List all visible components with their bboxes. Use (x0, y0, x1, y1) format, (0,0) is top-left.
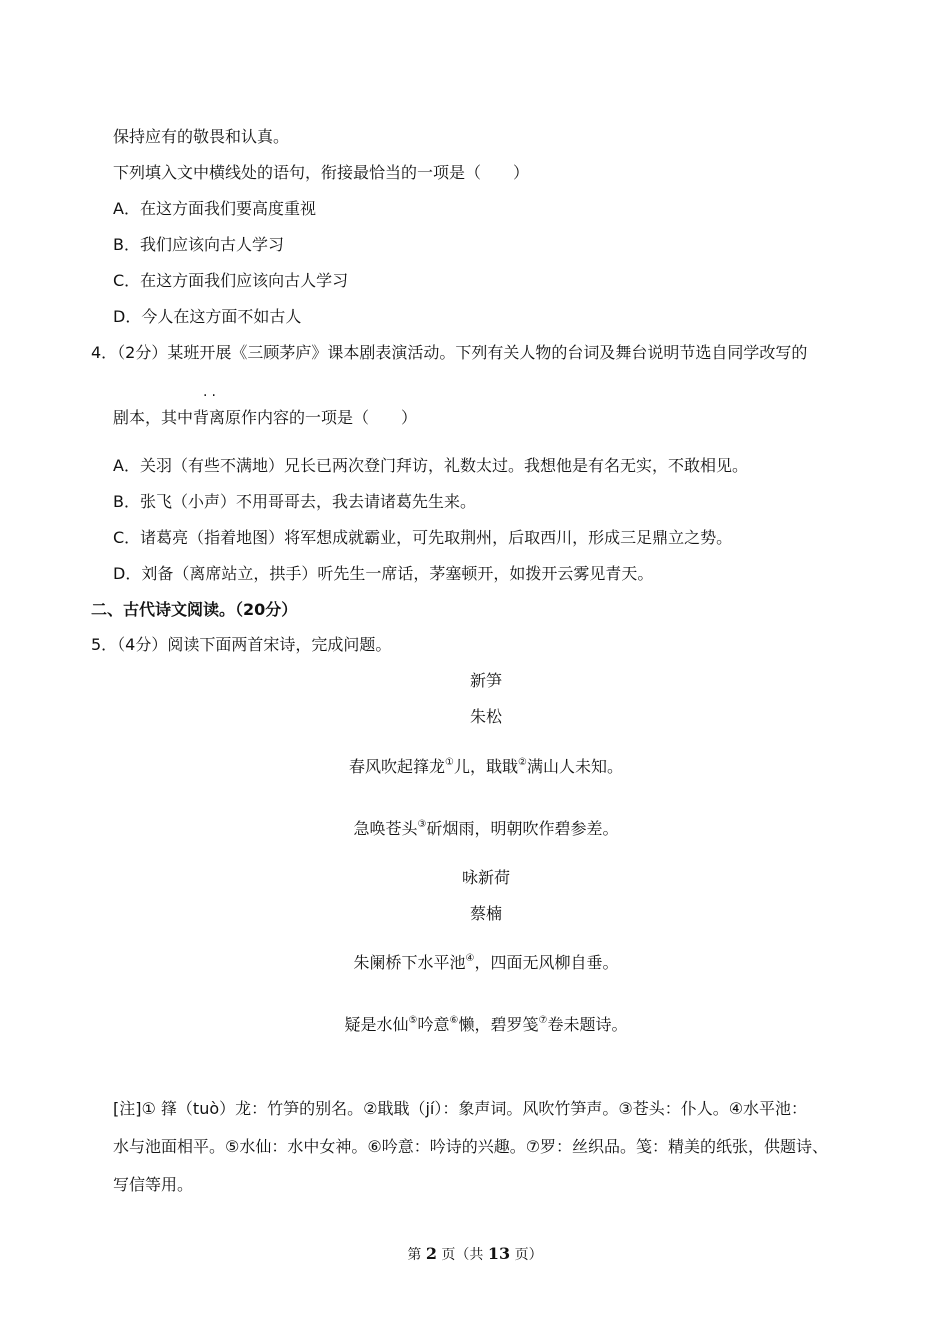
section-heading: 二、古代诗文阅读。（20分） (91, 600, 298, 619)
note-line: 水与池面相平。⑤水仙：水中女神。⑥吟意：吟诗的兴趣。⑦罗：丝织品。笺：精美的纸张，供题诗、 (113, 1137, 829, 1156)
question-5-intro: 5．（4分）阅读下面两首宋诗，完成问题。 (91, 635, 392, 654)
emphasis-dots: ·· (203, 388, 220, 404)
option-d: D．今人在这方面不如古人 (113, 307, 302, 326)
question-4-stem: 4．（2分）某班开展《三顾茅庐》课本剧表演活动。下列有关人物的台词及舞台说明节选自同学改写的 (91, 343, 808, 362)
question-4-prompt: 剧本，其中背离原作内容的一项是（ ） (113, 408, 418, 427)
poem-author: 朱松 (469, 707, 502, 726)
option-a: A．在这方面我们要高度重视 (113, 199, 316, 218)
option-c: C．在这方面我们应该向古人学习 (113, 271, 349, 290)
poem-line: 疑是水仙⑤吟意⑥懒，碧罗笺⑦卷未题诗。 (344, 1015, 628, 1034)
page-number: 2 (425, 1244, 437, 1263)
note-line: [注]① 箨（tuò）龙：竹笋的别名。②戢戢（jí）：象声词。风吹竹笋声。③苍头：仆人。④水平池： (113, 1099, 808, 1118)
poem-title: 咏新荷 (461, 868, 510, 887)
question-3-prompt: 下列填入文中横线处的语句，衔接最恰当的一项是（ ） (113, 163, 530, 182)
page-total: 13 (487, 1244, 511, 1263)
poem-author: 蔡楠 (469, 904, 502, 923)
poem-line: 急唤苍头③斫烟雨，明朝吹作碧参差。 (353, 819, 619, 838)
option-a: A．关羽（有些不满地）兄长已两次登门拜访，礼数太过。我想他是有名无实，不敢相见。 (113, 456, 748, 475)
note-line: 写信等用。 (113, 1175, 194, 1194)
option-b: B．我们应该向古人学习 (113, 235, 284, 254)
option-c: C．诸葛亮（指着地图）将军想成就霸业，可先取荆州，后取西川，形成三足鼎立之势。 (113, 528, 733, 547)
option-b: B．张飞（小声）不用哥哥去，我去请诸葛先生来。 (113, 492, 476, 511)
page-footer: 第 2 页（共 13 页） (407, 1244, 543, 1263)
poem-line: 朱阑桥下水平池④，四面无风柳自垂。 (353, 953, 619, 972)
passage-tail: 保持应有的敬畏和认真。 (113, 127, 290, 146)
poem-line: 春风吹起箨龙①儿，戢戢②满山人未知。 (349, 757, 623, 776)
poem-title: 新笋 (469, 671, 502, 690)
option-d: D．刘备（离席站立，拱手）听先生一席话，茅塞顿开，如拨开云雾见青天。 (113, 564, 654, 583)
